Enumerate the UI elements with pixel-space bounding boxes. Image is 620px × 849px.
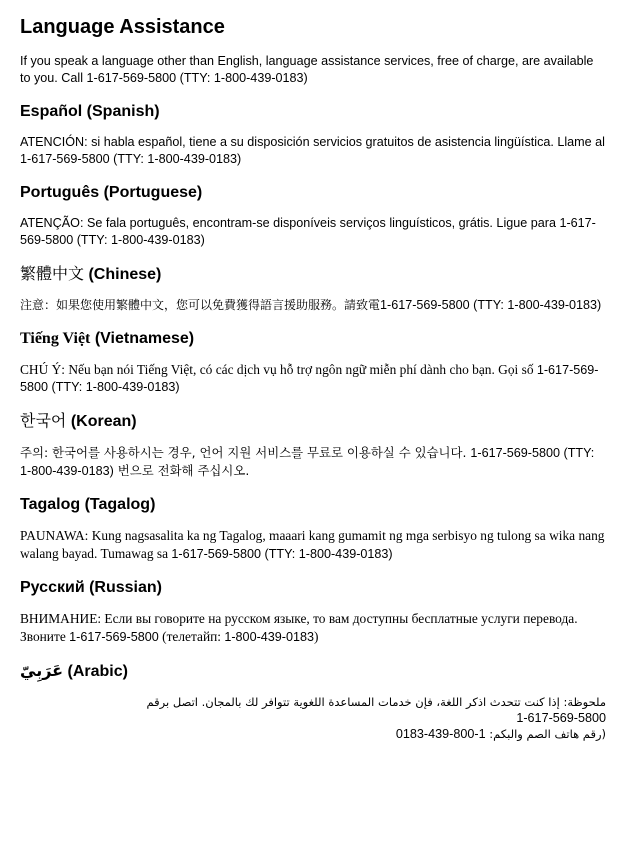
section-heading (20, 263, 606, 286)
section-korean (20, 410, 606, 480)
section-heading: Português (Portuguese) (20, 184, 203, 201)
section-body (20, 361, 606, 396)
tty-number: 1-800-439-0183 (224, 630, 314, 644)
phone-number: 1-617-569-5800 (TTY: 1-800-439-0183) (171, 547, 393, 561)
phone-number: 1-617-569-5800 (TTY: 1-800-439-0183) (20, 216, 596, 247)
heading-english: (Chinese) (84, 266, 162, 283)
notice-text: CHÚ Ý: Nếu bạn nói Tiếng Việt, có các dịch vụ hỗ trợ ngôn ngữ miễn phí dành cho bạn. Gọi số (20, 362, 537, 377)
intro-text: If you speak a language other than English, language assistance services, free of charge, are available to you. Call 1-617-569-5800 (TTY: 1-800-439-0183) (20, 54, 594, 85)
phone-number: 1-617-569-5800 (516, 711, 606, 725)
heading-native: Tiếng Việt (20, 330, 91, 347)
notice-text: ATENCIÓN: si habla español, tiene a su disposición servicios gratuitos de asistencia lingüística. Llame al (20, 135, 605, 149)
phone-number: 1-617-569-5800 (69, 630, 159, 644)
notice-text-end: 번으로 전화해 주십시오. (113, 463, 250, 478)
notice-text: PAUNAWA: Kung nagsasalita ka ng Tagalog, maaari kang gumamit ng mga serbisyo ng tulong sa wika nang walang bayad. Tumawag sa (20, 528, 605, 561)
section-heading (20, 328, 606, 350)
notice-text-mid: (телетайп: (158, 629, 225, 644)
heading-english: (Arabic) (63, 663, 128, 680)
section-body (20, 444, 606, 480)
notice-text: ВНИМАНИЕ: Если вы говорите на русском языке, то вам доступны бесплатные услуги перевода. Звоните (20, 611, 578, 644)
phone-number: 1-617-569-5800 (TTY: 1-800-439-0183) (20, 446, 595, 478)
section-tagalog (20, 494, 606, 563)
phone-number: 1-617-569-5800 (TTY: 1-800-439-0183) (20, 363, 599, 394)
heading-english: (Russian) (84, 579, 162, 596)
heading-english: (Vietnamese) (90, 330, 195, 347)
section-body (20, 134, 606, 168)
section-portuguese (20, 182, 606, 249)
tty-number: 1-800-439-0183 (395, 727, 486, 741)
page-title: Language Assistance (20, 16, 225, 38)
phone-number: 1-617-569-5800 (TTY: 1-800-439-0183) (380, 298, 602, 312)
section-russian (20, 577, 606, 646)
phone-number: 1-617-569-5800 (TTY: 1-800-439-0183) (20, 152, 242, 166)
section-body (20, 694, 606, 742)
notice-text: 注意：如果您使用繁體中文，您可以免費獲得語言援助服務。請致電 (20, 298, 381, 312)
section-body (20, 527, 606, 563)
section-heading (20, 410, 606, 433)
section-heading (20, 577, 606, 599)
heading-english: (Korean) (66, 413, 137, 430)
section-heading: Tagalog (Tagalog) (20, 496, 156, 513)
heading-native: Русский (20, 579, 85, 596)
section-body (20, 215, 606, 249)
heading-native: 한국어 (20, 411, 67, 430)
section-spanish (20, 101, 606, 168)
document-page (20, 14, 606, 742)
section-heading: Español (Spanish) (20, 103, 160, 120)
notice-text-mid: (رقم هاتف الصم والبكم: (485, 727, 606, 741)
notice-text-end: ) (314, 629, 319, 644)
heading-native: 繁體中文 (20, 264, 85, 283)
section-body (20, 297, 606, 314)
section-chinese (20, 263, 606, 314)
section-vietnamese (20, 328, 606, 396)
section-arabic (20, 660, 606, 742)
section-heading (20, 660, 606, 683)
heading-native: عَرَبِيّ (20, 661, 64, 680)
notice-text: 주의: 한국어를 사용하시는 경우, 언어 지원 서비스를 무료로 이용하실 수 있습니다. (20, 445, 471, 460)
notice-text: ملحوظة: إذا كنت تتحدث اذكر اللغة، فإن خدمات المساعدة اللغوية تتوافر لك بالمجان. اتصل برقم (146, 695, 606, 709)
notice-text: ATENÇÃO: Se fala português, encontram-se disponíveis serviços linguísticos, grátis. Ligue para (20, 216, 560, 230)
section-body (20, 610, 606, 646)
